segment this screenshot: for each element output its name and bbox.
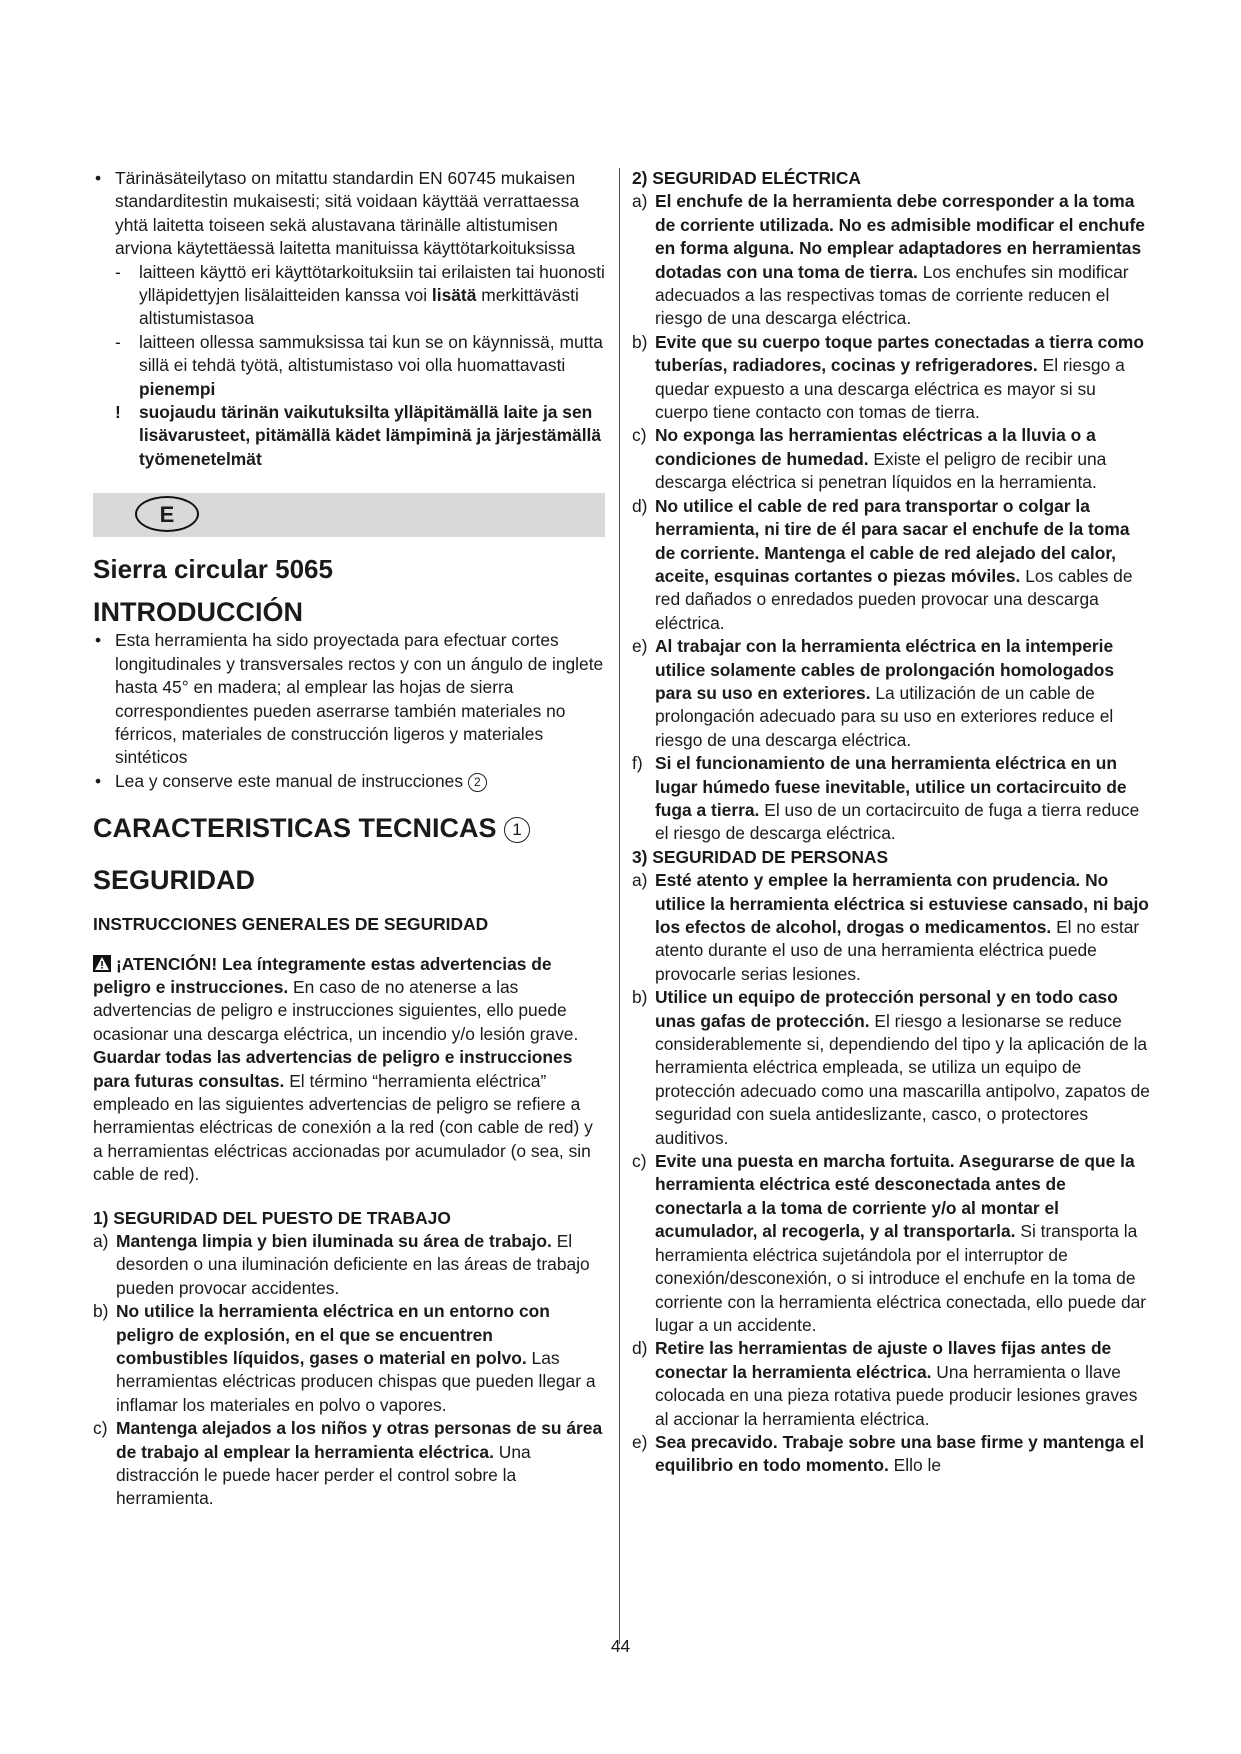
- list-item: - laitteen käyttö eri käyttötarkoituksiin tai erilaisten tai huonosti ylläpidettyjen lisälaitteiden kanssa voi lisätä merkittävästi altistumistasoa: [115, 261, 605, 329]
- product-title: Sierra circular 5065: [93, 554, 333, 585]
- warning-item: ! suojaudu tärinän vaikutuksilta ylläpitämällä laite ja sen lisävarusteet, pitämällä kädet lämpiminä ja järjestämällä työmenetelmät: [115, 402, 602, 469]
- list-item: • Esta herramienta ha sido proyectada para efectuar cortes longitudinales y transversales rectos y con un ángulo de inglete hasta 45° en madera; al emplear las hojas de sierra correspondientes pueden aserrarse también materiales no férricos, materiales de construcción ligeros y materiales sintéticos: [95, 630, 604, 768]
- intro-heading: INTRODUCCIÓN: [93, 597, 303, 628]
- page-number: 44: [610, 1636, 631, 1656]
- warning-paragraph: ¡ATENCIÓN! Lea íntegramente estas advertencias de peligro e instrucciones. En caso de no atenerse a las advertencias de peligro e instrucciones siguientes, ello puede ocasionar una descarga eléctrica, un incendio y/o lesión grave. Guardar todas las advertencias de peligro e instrucciones para futuras consultas. El término “herramienta eléctrica” empleado en las siguientes advertencias de peligro se refiere a herramientas eléctricas de conexión a la red (con cable de red) y a herramientas eléctricas accionadas por acumulador (o sea, sin cable de red).: [93, 953, 593, 1185]
- list-item: d) Retire las herramientas de ajuste o llaves fijas antes de conectar la herramienta eléctrica. Una herramienta o llave colocada en una pieza rotativa puede producir lesiones graves al accionar la herramienta eléctrica.: [632, 1338, 1138, 1429]
- list-item: b) Evite que su cuerpo toque partes conectadas a tierra como tuberías, radiadores, cocinas y refrigeradores. El riesgo a quedar expuesto a una descarga eléctrica es mayor si su cuerpo tiene contacto con tomas de tierra.: [632, 331, 1145, 423]
- section-heading: 1) SEGURIDAD DEL PUESTO DE TRABAJO: [93, 1207, 451, 1228]
- left-column: [93, 167, 605, 1511]
- list-item: d) No utilice el cable de red para transportar o colgar la herramienta, ni tire de él para sacar el enchufe de la toma de corriente. Mantenga el cable de red alejado del calor, aceite, esquinas cortantes o piezas móviles. Los cables de red dañados o enredados pueden provocar una descarga eléctrica.: [632, 495, 1133, 633]
- list-item: b) Utilice un equipo de protección personal y en todo caso unas gafas de protección. El riesgo a lesionarse se reduce considerablemente si, dependiendo del tipo y la aplicación de la herramienta eléctrica empleada, se utiliza un equipo de protección adecuado como una mascarilla antipolvo, zapatos de seguridad con suela antideslizante, casco, o protectores auditivos.: [632, 987, 1150, 1148]
- list-item: a) Mantenga limpia y bien iluminada su área de trabajo. El desorden o una iluminación deficiente en las áreas de trabajo pueden provocar accidentes.: [93, 1231, 590, 1298]
- list-item: c) No exponga las herramientas eléctricas a la lluvia o a condiciones de humedad. Existe el peligro de recibir una descarga eléctrica si penetran líquidos en la herramienta.: [632, 425, 1107, 493]
- list-item: • Tärinäsäteilytaso on mitattu standardin EN 60745 mukaisen standarditestin mukaisesti; sitä voidaan käyttää verrattaessa yhtä laitetta toiseen sekä alustavana tärinälle altistumisen arviona käytettäessä laitetta manituissa käyttötarkoituksissa: [95, 168, 579, 259]
- list-item: c) Mantenga alejados a los niños y otras personas de su área de trabajo al emplear la herramienta eléctrica. Una distracción le puede hacer perder el control sobre la herramienta.: [93, 1418, 603, 1509]
- safety-heading: SEGURIDAD: [93, 865, 256, 896]
- figure-ref-1: 1: [504, 817, 530, 843]
- list-item: • Lea y conserve este manual de instrucciones 2: [93, 770, 605, 793]
- language-badge: E: [135, 496, 199, 532]
- list-item: c) Evite una puesta en marcha fortuita. Asegurarse de que la herramienta eléctrica esté desconectada antes de conectarla a la toma de corriente y/o al montar el acumulador, al recogerla, y al transportarla. Si transporta la herramienta eléctrica sujetándola por el interruptor de conexión/desconexión, o si introduce el enchufe en la toma de corriente con la herramienta eléctrica conectada, ello puede dar lugar a un accidente.: [632, 1151, 1147, 1335]
- list-item: e) Sea precavido. Trabaje sobre una base firme y mantenga el equilibrio en todo momento. Ello le: [632, 1431, 1145, 1476]
- list-item: e) Al trabajar con la herramienta eléctrica en la intemperie utilice solamente cables de prolongación homologados para su uso en exteriores. La utilización de un cable de prolongación adecuado para su uso en exteriores reduce el riesgo de una descarga eléctrica.: [632, 636, 1115, 750]
- warning-icon: [93, 955, 111, 972]
- tech-heading: CARACTERISTICAS TECNICAS 1: [93, 811, 605, 845]
- column-divider: [619, 168, 620, 1644]
- general-heading: INSTRUCCIONES GENERALES DE SEGURIDAD: [93, 914, 489, 935]
- right-column: [632, 167, 1152, 1478]
- figure-ref-2: 2: [468, 773, 487, 792]
- section-heading: 2) SEGURIDAD ELÉCTRICA: [632, 168, 861, 188]
- list-item: a) Esté atento y emplee la herramienta con prudencia. No utilice la herramienta eléctrica si estuviese cansado, ni bajo los efectos de alcohol, drogas o medicamentos. El no estar atento durante el uso de una herramienta eléctrica puede provocarle serias lesiones.: [632, 870, 1149, 984]
- list-item: a) El enchufe de la herramienta debe corresponder a la toma de corriente utilizada. No es admisible modificar el enchufe en forma alguna. No emplear adaptadores en herramientas dotadas con una toma de tierra. Los enchufes sin modificar adecuados a las respectivas tomas de corriente reducen el riesgo de una descarga eléctrica.: [632, 191, 1145, 329]
- language-bar: [93, 493, 605, 537]
- list-item: - laitteen ollessa sammuksissa tai kun se on käynnissä, mutta sillä ei tehdä työtä, altistumistaso voi olla huomattavasti pienempi: [115, 331, 603, 399]
- list-item: f) Si el funcionamiento de una herramienta eléctrica en un lugar húmedo fuese inevitable, utilice un cortacircuito de fuga a tierra. El uso de un cortacircuito de fuga a tierra reduce el riesgo de descarga eléctrica.: [632, 753, 1140, 844]
- section-heading: 3) SEGURIDAD DE PERSONAS: [632, 846, 889, 867]
- list-item: b) No utilice la herramienta eléctrica en un entorno con peligro de explosión, en el que se encuentren combustibles líquidos, gases o material en polvo. Las herramientas eléctricas producen chispas que pueden llegar a inflamar los materiales en polvo o vapores.: [93, 1301, 596, 1415]
